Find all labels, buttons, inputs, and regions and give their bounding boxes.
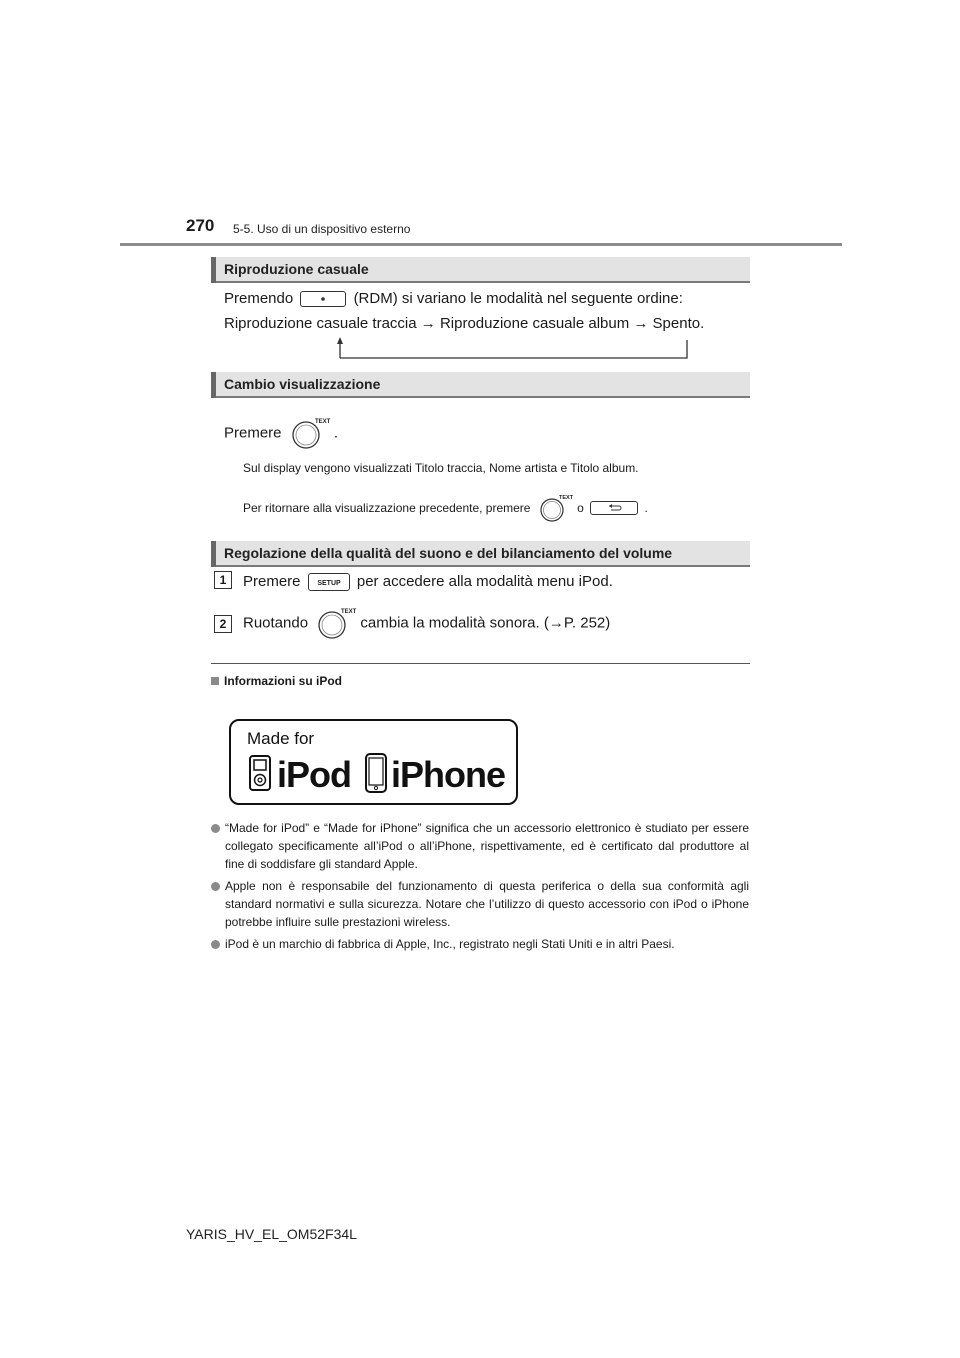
section-title: 5-5. Uso di un dispositivo esterno	[233, 222, 411, 236]
info-bullet-3: iPod è un marchio di fabbrica di Apple, Inc., registrato negli Stati Uniti e in altri Paesi.	[225, 937, 675, 951]
cycle-arrow-icon	[330, 336, 692, 362]
square-bullet-icon	[211, 677, 219, 685]
setup-button-icon	[308, 573, 350, 591]
display-change-press	[224, 416, 338, 450]
note2-or: o	[577, 501, 584, 515]
note2-end: .	[644, 501, 648, 515]
display-change-press-end: .	[333, 424, 339, 442]
logo-iphone-text: iPhone	[391, 754, 506, 795]
step-1-text	[243, 573, 613, 591]
back-button-icon	[590, 501, 638, 515]
display-change-press-label: Premere	[224, 424, 282, 442]
rdm-button-icon	[300, 291, 346, 307]
step-2-end: cambia la modalità sonora. (→P. 252)	[360, 614, 611, 632]
ipod-device-icon	[249, 755, 271, 791]
info-heading	[211, 674, 342, 688]
display-change-note1: Sul display vengono visualizzati Titolo traccia, Nome artista e Titolo album.	[243, 461, 639, 475]
logo-made-for-text: Made for	[247, 729, 315, 748]
info-divider	[211, 663, 750, 664]
heading-display-change	[211, 372, 750, 398]
step-1-end: per accedere alla modalità menu iPod.	[356, 573, 613, 590]
step-2-start: Ruotando	[243, 614, 309, 632]
display-change-note2	[243, 493, 648, 523]
bullet-dot-icon	[211, 882, 220, 891]
info-bullet-2: Apple non è responsabile del funzionamento di questa periferica o della sua conformità agli standard normativi e sulla sicurezza. Notare che l’utilizzo di questo accessorio con iPod o iPhone potrebbe influire sulle prestazioni wireless.	[225, 879, 749, 929]
text-knob-label: TEXT	[558, 495, 573, 501]
random-play-line1	[224, 290, 683, 307]
heading-random-play	[211, 257, 750, 283]
bullet-dot-icon	[211, 940, 220, 949]
step-2-text	[243, 606, 610, 640]
step-number-2: 2	[214, 615, 232, 633]
header-rule	[120, 243, 842, 246]
text-knob-label: TEXT	[341, 609, 357, 615]
step-1-start: Premere	[243, 573, 301, 590]
info-heading-text: Informazioni su iPod	[224, 674, 343, 688]
heading-sound-adjust-text: Regolazione della qualità del suono e del bilanciamento del volume	[224, 545, 673, 561]
step-number-1: 1	[214, 571, 232, 589]
heading-display-change-text: Cambio visualizzazione	[224, 376, 381, 392]
text-knob-icon	[314, 606, 357, 640]
text-knob-icon	[536, 493, 572, 523]
text-knob-label: TEXT	[314, 419, 331, 425]
heading-sound-adjust	[211, 541, 750, 567]
info-bullet-1: “Made for iPod” e “Made for iPhone” significa che un accessorio elettronico è studiato per essere collegato specificamente all’iPod o all’iPhone, rispettivamente, ed è certificato dal produttore al fine di soddisfare gli standard Apple.	[225, 821, 749, 871]
text-knob-icon	[288, 416, 331, 450]
random-play-line2: Riproduzione casuale traccia → Riproduzione casuale album → Spento.	[224, 315, 705, 332]
page-number: 270	[186, 216, 215, 235]
made-for-ipod-iphone-logo	[229, 719, 518, 805]
note2-start: Per ritornare alla visualizzazione precedente, premere	[243, 501, 531, 515]
bullet-dot-icon	[211, 824, 220, 833]
random-play-line1-end: (RDM) si variano le modalità nel seguente ordine:	[353, 290, 683, 307]
logo-ipod-text: iPod	[277, 754, 351, 795]
random-play-line1-start: Premendo	[224, 290, 294, 307]
setup-button-label: SETUP	[317, 580, 341, 588]
iphone-device-icon	[365, 753, 387, 793]
heading-random-play-text: Riproduzione casuale	[224, 261, 369, 277]
document-code: YARIS_HV_EL_OM52F34L	[186, 1226, 357, 1242]
